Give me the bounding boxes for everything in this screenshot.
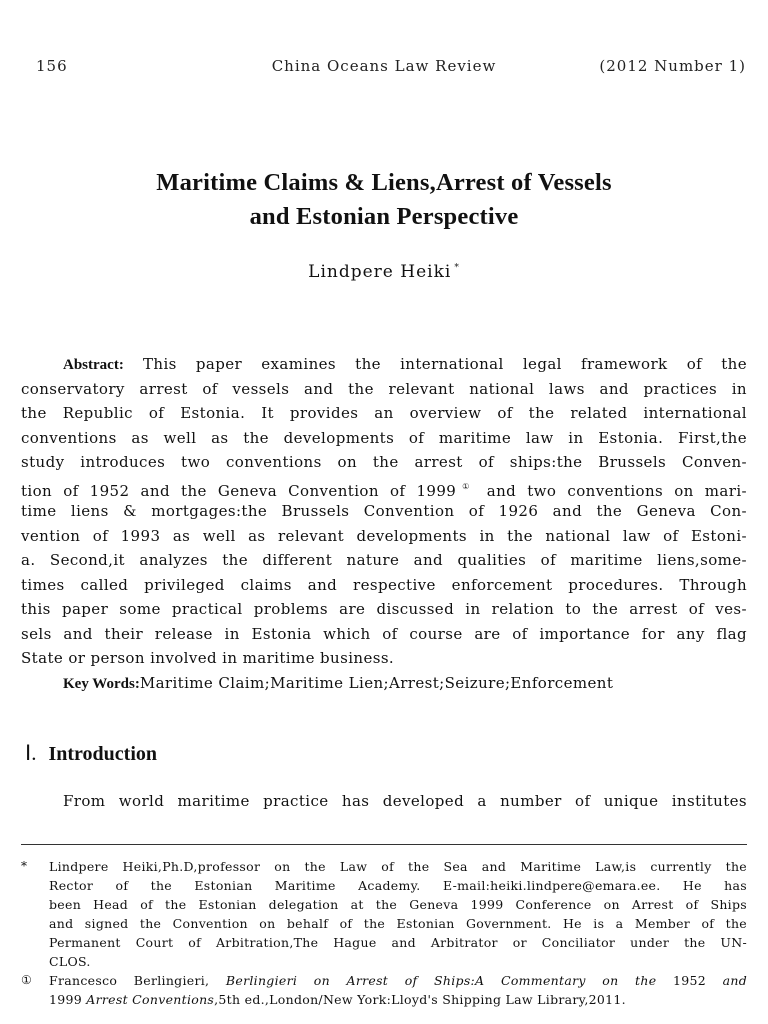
footnote-line: Rector of the Estonian Maritime Academy. E-mail:heiki.lindpere@emara.ee. He has (49, 878, 747, 893)
footnote-mark: * (21, 859, 28, 873)
abstract-line: sels and their release in Estonia which of course are of importance for any flag (21, 624, 747, 643)
abstract-line: conventions as well as the developments of maritime law in Estonia. First,the (21, 428, 747, 447)
author-line (0, 262, 768, 282)
article-title (0, 166, 768, 234)
section-heading (25, 741, 157, 766)
footnote-line: 1999 Arrest Conventions,5th ed.,London/New York:Lloyd's Shipping Law Library,2011. (49, 992, 626, 1007)
abstract-line: Abstract: This paper examines the international legal framework of the (63, 355, 747, 373)
journal-name: China Oceans Law Review (271, 57, 497, 75)
cited-title: Arrest Conventions (86, 992, 215, 1007)
footnote-line: Permanent Court of Arbitration,The Hague and Arbitrator or Conciliator under the UN- (49, 935, 747, 950)
title-line-1: Maritime Claims & Liens,Arrest of Vessels (156, 169, 612, 196)
abstract (21, 352, 747, 695)
keywords-label: Key Words: (63, 675, 140, 692)
page-number: 156 (36, 57, 68, 75)
footnote-ref-1[interactable]: ① (456, 481, 476, 491)
footnote-1 (21, 971, 747, 1009)
abstract-line: time liens & mortgages:the Brussels Convention of 1926 and the Geneva Con- (21, 502, 747, 520)
section-title: Introduction (48, 743, 157, 765)
footnote-author (21, 857, 747, 971)
abstract-line: study introduces two conventions on the arrest of ships:the Brussels Conven- (21, 453, 747, 471)
section-number: Ⅰ. (25, 741, 37, 765)
abstract-line: vention of 1993 as well as relevant developments in the national law of Estoni- (21, 526, 747, 545)
journal-issue: (2012 Number 1) (599, 57, 746, 75)
author-name: Lindpere Heiki (308, 262, 452, 282)
footnote-line: Francesco Berlingieri, Berlingieri on Arrest of Ships:A Commentary on the 1952 and (49, 973, 747, 988)
abstract-line: State or person involved in maritime business. (21, 649, 395, 667)
abstract-line: tion of 1952 and the Geneva Convention of 1999① and two conventions on mari- (21, 481, 748, 500)
keywords-text: Maritime Claim;Maritime Lien;Arrest;Seizure;Enforcement (139, 673, 614, 692)
footnote-line: and signed the Convention on behalf of the Estonian Government. He is a Member of the (49, 916, 747, 931)
abstract-line: this paper some practical problems are discussed in relation to the arrest of ves- (21, 600, 747, 618)
abstract-line: times called privileged claims and respective enforcement procedures. Through (21, 575, 747, 594)
abstract-line: the Republic of Estonia. It provides an overview of the related international (21, 404, 747, 422)
footnote-line: Lindpere Heiki,Ph.D,professor on the Law of the Sea and Maritime Law,is currently the (49, 859, 747, 874)
author-footnote-mark[interactable]: * (454, 263, 460, 273)
title-line-2: and Estonian Perspective (249, 203, 519, 230)
footnote-line: CLOS. (49, 954, 91, 969)
abstract-label: Abstract: (63, 357, 124, 373)
intro-line: From world maritime practice has developed a number of unique institutes (63, 792, 747, 810)
intro-paragraph (21, 792, 747, 817)
cited-title: Berlingieri on Arrest of Ships:A Commentary on the (225, 973, 657, 988)
footnote-mark: ① (21, 973, 33, 987)
abstract-line: a. Second,it analyzes the different nature and qualities of maritime liens,some- (21, 551, 747, 569)
keywords-line (21, 671, 747, 696)
abstract-line: conservatory arrest of vessels and the relevant national laws and practices in (21, 379, 747, 398)
footnote-divider (21, 844, 747, 845)
footnote-line: been Head of the Estonian delegation at the Geneva 1999 Conference on Arrest of Ships (49, 897, 747, 912)
